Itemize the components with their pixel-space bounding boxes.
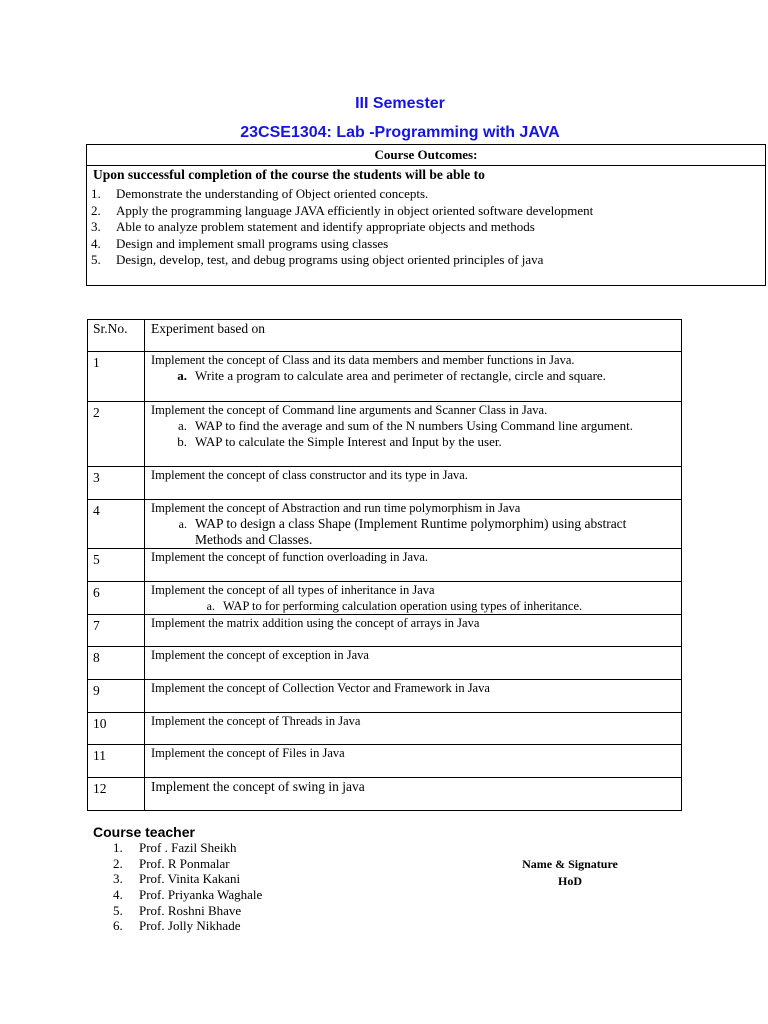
outcome-number: 3. [91, 219, 101, 234]
table-row [88, 582, 682, 615]
column-header-sr-no: Sr.No. [88, 320, 145, 352]
outcome-text: Design, develop, test, and debug programs using object oriented principles of java [116, 252, 544, 267]
table-header-row [88, 320, 682, 352]
sub-task [151, 598, 675, 614]
sub-task [151, 434, 675, 450]
teacher-item [113, 871, 262, 887]
table-row [88, 680, 682, 713]
row-sr-no: 8 [88, 647, 145, 680]
sub-task [151, 368, 675, 384]
experiment-text: Implement the concept of Command line arguments and Scanner Class in Java. [151, 403, 548, 417]
outcome-number: 5. [91, 252, 101, 267]
table-row [88, 713, 682, 745]
signature-label: Name & Signature [522, 857, 618, 871]
row-sr-no: 3 [88, 467, 145, 500]
outcome-item [91, 236, 593, 253]
experiments-table [87, 319, 682, 811]
table-row [88, 500, 682, 549]
table-row [88, 467, 682, 500]
course-teacher-list [113, 840, 262, 934]
outcome-text: Design and implement small programs using classes [116, 235, 389, 251]
row-sr-no: 9 [88, 680, 145, 713]
sub-task [151, 418, 675, 434]
table-row [88, 402, 682, 467]
outcome-number: 1. [91, 186, 101, 201]
row-sr-no: 11 [88, 745, 145, 778]
teacher-number: 6. [113, 918, 123, 934]
row-experiment [145, 352, 682, 402]
outcome-item [91, 252, 593, 269]
row-experiment [145, 582, 682, 615]
row-sr-no: 2 [88, 402, 145, 467]
course-outcomes-list [91, 186, 593, 269]
outcome-item [91, 203, 593, 220]
row-experiment [145, 647, 682, 680]
teacher-item [113, 918, 262, 934]
row-sr-no: 10 [88, 713, 145, 745]
sub-task-text: WAP to for performing calculation operation using types of inheritance. [223, 599, 583, 613]
row-sr-no: 5 [88, 549, 145, 582]
row-experiment [145, 778, 682, 811]
hod-label: HoD [558, 874, 582, 888]
teacher-item [113, 840, 262, 856]
experiment-text: Implement the concept of class constructor and its type in Java. [151, 468, 468, 482]
teacher-name: Prof. R Ponmalar [139, 855, 230, 871]
teacher-number: 1. [113, 840, 123, 855]
teacher-name: Prof. Vinita Kakani [139, 871, 241, 887]
row-sr-no: 6 [88, 582, 145, 615]
teacher-name: Prof . Fazil Sheikh [139, 840, 237, 855]
row-experiment [145, 467, 682, 500]
table-row [88, 549, 682, 582]
outcome-item [91, 186, 593, 203]
sub-task-label: a. [206, 599, 215, 613]
sub-task-label: a. [177, 418, 187, 433]
teacher-item [113, 856, 262, 872]
outcome-text: Apply the programming language JAVA efficiently in object oriented software development [116, 202, 594, 218]
experiment-text: Implement the concept of Threads in Java [151, 714, 361, 728]
outcome-text: Demonstrate the understanding of Object oriented concepts. [116, 186, 429, 201]
teacher-number: 5. [113, 902, 123, 918]
sub-task-label: a. [177, 368, 187, 383]
teacher-number: 2. [113, 855, 123, 871]
row-sr-no: 12 [88, 778, 145, 811]
experiment-text: Implement the concept of Abstraction and run time polymorphism in Java [151, 501, 521, 515]
table-row [88, 778, 682, 811]
row-experiment [145, 402, 682, 467]
row-experiment [145, 500, 682, 549]
table-row [88, 615, 682, 647]
table-row [88, 647, 682, 680]
sub-task-text: WAP to find the average and sum of the N numbers Using Command line argument. [195, 418, 633, 433]
course-outcomes-box [86, 144, 766, 286]
sub-task-text: WAP to calculate the Simple Interest and Input by the user. [195, 434, 502, 449]
teacher-number: 3. [113, 871, 123, 887]
semester-heading: III Semester [355, 95, 445, 112]
hod-signature-block [500, 856, 640, 890]
course-outcomes-heading: Course Outcomes: [87, 145, 765, 166]
experiment-text: Implement the concept of Collection Vector and Framework in Java [151, 681, 490, 695]
teacher-name: Prof. Jolly Nikhade [139, 918, 241, 934]
row-sr-no: 4 [88, 500, 145, 549]
row-sr-no: 7 [88, 615, 145, 647]
experiment-text: Implement the concept of Class and its data members and member functions in Java. [151, 353, 575, 367]
row-experiment [145, 615, 682, 647]
experiment-text: Implement the concept of swing in java [151, 779, 365, 794]
sub-task-text: WAP to design a class Shape (Implement Runtime polymorphim) using abstract Methods and Classes. [195, 516, 627, 547]
teacher-name: Prof. Roshni Bhave [139, 902, 242, 918]
row-sr-no: 1 [88, 352, 145, 402]
teacher-number: 4. [113, 887, 123, 903]
outcome-number: 2. [91, 202, 101, 218]
experiment-text: Implement the concept of exception in Java [151, 648, 369, 662]
experiment-text: Implement the concept of function overloading in Java. [151, 550, 428, 564]
column-header-experiment: Experiment based on [145, 320, 682, 352]
sub-task-label: b. [177, 434, 187, 449]
outcome-text: Able to analyze problem statement and identify appropriate objects and methods [116, 219, 535, 234]
experiment-text: Implement the concept of all types of inheritance in Java [151, 583, 435, 597]
sub-task-text: Write a program to calculate area and perimeter of rectangle, circle and square. [195, 368, 606, 383]
sub-task-label: a. [178, 517, 187, 531]
table-row [88, 352, 682, 402]
course-outcomes-intro: Upon successful completion of the course the students will be able to [93, 167, 485, 182]
course-teacher-heading: Course teacher [93, 824, 195, 840]
outcome-number: 4. [91, 235, 101, 251]
sub-task [151, 516, 675, 548]
course-title: 23CSE1304: Lab -Programming with JAVA [240, 124, 560, 141]
row-experiment [145, 549, 682, 582]
teacher-name: Prof. Priyanka Waghale [139, 887, 263, 903]
teacher-item [113, 903, 262, 919]
outcome-item [91, 219, 593, 236]
row-experiment [145, 680, 682, 713]
table-row [88, 745, 682, 778]
experiment-text: Implement the matrix addition using the concept of arrays in Java [151, 616, 480, 630]
teacher-item [113, 887, 262, 903]
experiment-text: Implement the concept of Files in Java [151, 746, 345, 760]
row-experiment [145, 745, 682, 778]
row-experiment [145, 713, 682, 745]
